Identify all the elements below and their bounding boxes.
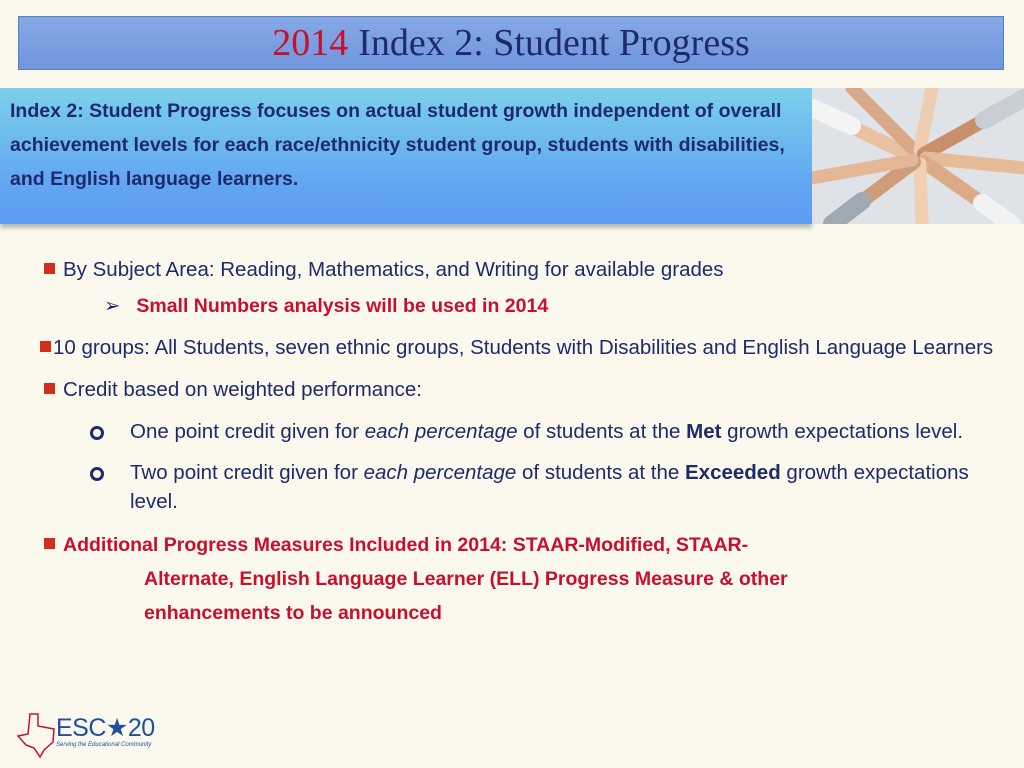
texas-outline-icon	[16, 712, 56, 758]
one-point-mid: of students at the	[517, 420, 687, 443]
two-point-mid: of students at the	[516, 461, 685, 484]
circle-bullet-icon	[90, 467, 104, 481]
intro-text: Index 2: Student Progress focuses on actual student growth independent of overall achievement levels for each race/ethnicity student group, students with disabilities, and English language learners.	[10, 100, 785, 190]
list-item	[104, 291, 1010, 321]
bullet-list	[40, 255, 1010, 642]
exceeded-label: Exceeded	[685, 461, 781, 484]
additional-line-2: Alternate, English Language Learner (ELL) Progress Measure & other	[144, 568, 788, 590]
esc20-logo	[16, 712, 155, 760]
two-point-emphasis: each percentage	[363, 461, 517, 484]
list-item	[130, 417, 1010, 446]
circle-bullet-icon	[90, 426, 104, 440]
met-label: Met	[686, 420, 722, 443]
hands-image-icon	[812, 88, 1024, 224]
one-point-pre: One point credit given for	[130, 420, 365, 443]
groups-text: 10 groups: All Students, seven ethnic groups, Students with Disabilities and English Language Learners	[53, 336, 994, 359]
two-point-post: growth expectations level.	[130, 461, 969, 513]
list-item	[40, 333, 1010, 363]
small-numbers-text: Small Numbers analysis will be used in 2014	[136, 295, 549, 317]
credit-text: Credit based on weighted performance:	[63, 378, 422, 401]
list-item	[44, 528, 1010, 630]
title-year: 2014	[272, 22, 349, 64]
square-bullet-icon	[40, 341, 51, 352]
one-point-emphasis: each percentage	[364, 420, 518, 443]
logo-text: ESC★20	[56, 714, 155, 742]
list-item	[130, 458, 1010, 516]
subject-area-text: By Subject Area: Reading, Mathematics, and Writing for available grades	[63, 258, 724, 281]
list-item	[44, 255, 1010, 285]
intro-box	[0, 88, 812, 224]
arrow-bullet-icon: ➢	[104, 295, 121, 317]
square-bullet-icon	[44, 263, 55, 274]
additional-line-1: Additional Progress Measures Included in 2014: STAAR-Modified, STAAR-	[63, 534, 749, 556]
square-bullet-icon	[44, 538, 55, 549]
slide-title: Index 2: Student Progress	[358, 22, 750, 64]
list-item	[44, 375, 1010, 405]
one-point-post: growth expectations level.	[721, 420, 964, 443]
logo-tagline: Serving the Educational Community	[56, 742, 152, 748]
two-point-pre: Two point credit given for	[130, 461, 364, 484]
hands-together-photo	[812, 88, 1024, 224]
additional-line-3: enhancements to be announced	[144, 602, 442, 624]
square-bullet-icon	[44, 383, 55, 394]
slide-title-bar	[18, 16, 1004, 70]
